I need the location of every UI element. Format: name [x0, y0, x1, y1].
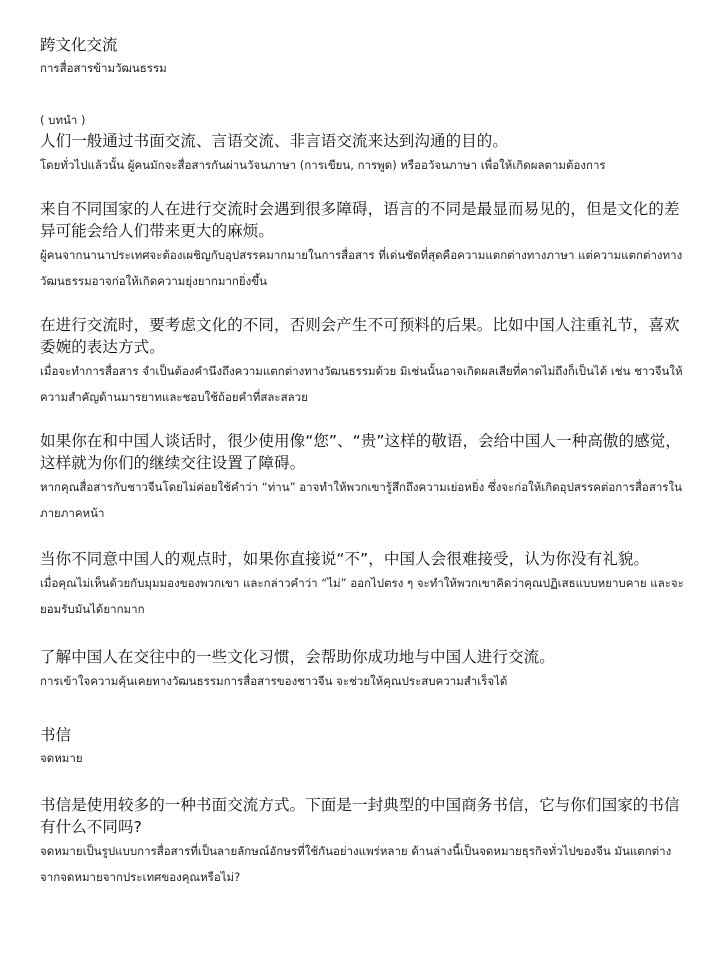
page-subtitle: การสื่อสารข้ามวัฒนธรรม	[40, 61, 167, 75]
paragraph-zh: 书信是使用较多的一种书面交流方式。下面是一封典型的中国商务书信，它与你们国家的书信有什么不同吗?	[40, 796, 680, 836]
paragraph-th: หากคุณสื่อสารกับชาวจีนโดยไม่ค่อยใช้คำว่า “ท่าน” อาจทำให้พวกเขารู้สึกถึงความเย่อหยิ่ง ซึ่งจะก่อให้เกิดอุปสรรคต่อการสื่อสารในภายภาคหน้า	[40, 480, 682, 520]
paragraph-zh: 当你不同意中国人的观点时，如果你直接说“不”，中国人会很难接受，认为你没有礼貌。	[40, 550, 650, 568]
paragraph-zh: 在进行交流时，要考虑文化的不同，否则会产生不可预料的后果。比如中国人注重礼节，喜欢委婉的表达方式。	[40, 316, 680, 356]
paragraph-5	[40, 548, 690, 622]
section-heading	[40, 724, 690, 768]
section-title: 书信	[40, 726, 72, 744]
paragraph-th: โดยทั่วไปแล้วนั้น ผู้คนมักจะสื่อสารกันผ่านวัจนภาษา (การเขียน, การพูด) หรืออวัจนภาษา เพื่อให้เกิดผลตามต้องการ	[40, 158, 606, 172]
paragraph-th: ผู้คนจากนานาประเทศจะต้องเผชิญกับอุปสรรคมากมายในการสื่อสาร ที่เด่นชัดที่สุดคือความแตกต่างทางภาษา แต่ความแตกต่างทางวัฒนธรรมอาจก่อให้เกิดความยุ่งยากมากยิ่งขึ้น	[40, 248, 683, 288]
document-page	[40, 34, 690, 890]
paragraph-3	[40, 314, 690, 410]
paragraph-6	[40, 646, 690, 694]
paragraph-2	[40, 198, 690, 294]
paragraph-letter	[40, 794, 690, 890]
paragraph-4	[40, 430, 690, 526]
paragraph-th: เมื่อคุณไม่เห็นด้วยกับมุมมองของพวกเขา และกล่าวคำว่า “ไม่” ออกไปตรง ๆ จะทำให้พวกเขาคิดว่าคุณปฏิเสธแบบหยาบคาย และจะยอมรับมันได้ยากมาก	[40, 576, 684, 616]
paragraph-1	[40, 130, 690, 178]
paragraph-th: การเข้าใจความคุ้นเคยทางวัฒนธรรมการสื่อสารของชาวจีน จะช่วยให้คุณประสบความสำเร็จได้	[40, 674, 508, 688]
paragraph-th: เมื่อจะทำการสื่อสาร จำเป็นต้องคำนึงถึงความแตกต่างทางวัฒนธรรมด้วย มิเช่นนั้นอาจเกิดผลเสียที่คาดไม่ถึงก็เป็นได้ เช่น ชาวจีนให้ความสำคัญด้านมารยาทและชอบใช้ถ้อยคำที่สละสลวย	[40, 364, 683, 404]
paragraph-zh: 如果你在和中国人谈话时，很少使用像“您”、“贵”这样的敬语，会给中国人一种高傲的感觉，这样就为你们的继续交往设置了障碍。	[40, 432, 681, 472]
page-title: 跨文化交流	[40, 36, 118, 54]
paragraph-zh: 人们一般通过书面交流、言语交流、非言语交流来达到沟通的目的。	[40, 132, 509, 150]
paragraph-zh: 来自不同国家的人在进行交流时会遇到很多障碍，语言的不同是最显而易见的，但是文化的差异可能会给人们带来更大的麻烦。	[40, 200, 680, 240]
paragraph-th: จดหมายเป็นรูปแบบการสื่อสารที่เป็นลายลักษณ์อักษรที่ใช้กันอย่างแพร่หลาย ด้านล่างนี้เป็นจดหมายธุรกิจทั่วไปของจีน มันแตกต่างจากจดหมายจากประเทศของคุณหรือไม่?	[40, 844, 672, 884]
paragraph-zh: 了解中国人在交往中的一些文化习惯，会帮助你成功地与中国人进行交流。	[40, 648, 555, 666]
intro-label: ( บทนำ )	[40, 113, 86, 127]
section-subtitle: จดหมาย	[40, 751, 83, 765]
